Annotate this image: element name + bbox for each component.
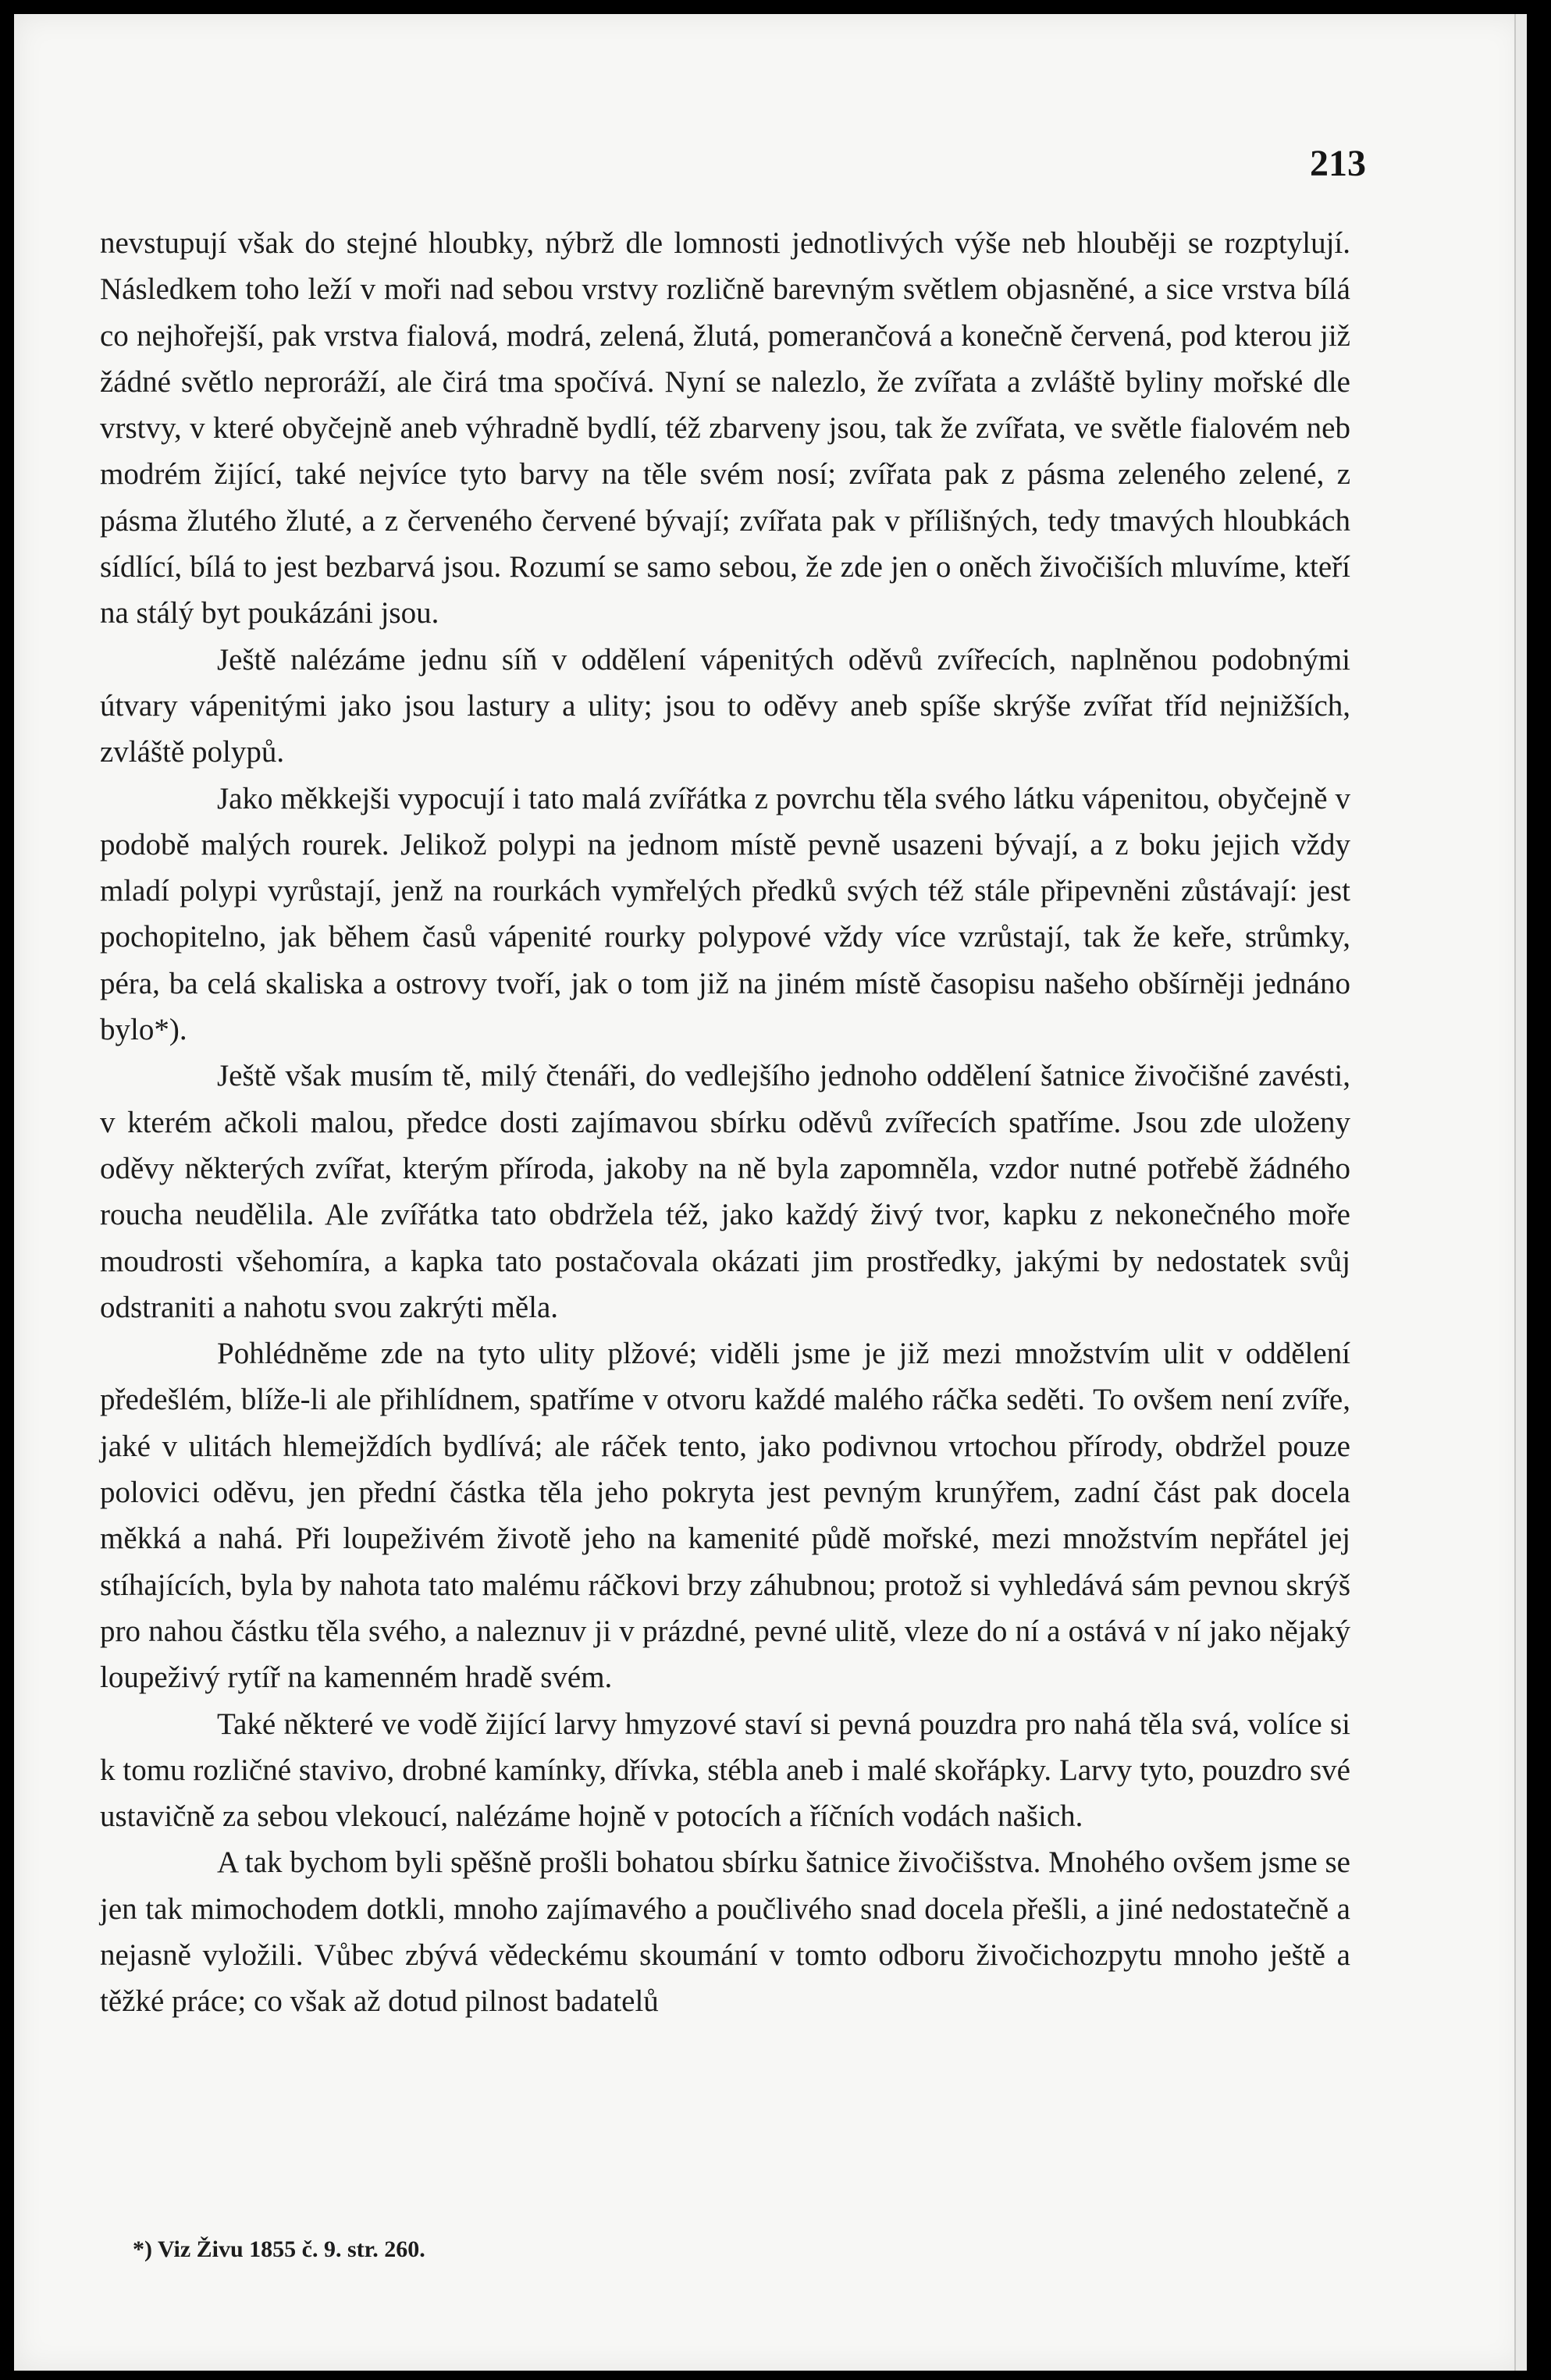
paragraph-4: Ještě však musím tě, milý čtenáři, do vedlejšího jednoho oddělení šatnice živočišné zavésti, v kterém ačkoli malou, předce dosti zajímavou sbírku oděvů zvířecích spatříme. Jsou zde uloženy oděvy některých zvířat, kterým příroda, jakoby na ně byla zapomněla, vzdor nutné potřebě žádného roucha neudělila. Ale zvířátka tato obdržela též, jako každý živý tvor, kapku z nekonečného moře moudrosti všehomíra, a kapka tato postačovala okázati jim prostředky, jakými by nedostatek svůj odstraniti a nahotu svou zakrýti měla. — [100, 1059, 1350, 1324]
footnote: *) Viz Živu 1855 č. 9. str. 260. — [133, 2236, 425, 2262]
page-edge — [1514, 14, 1527, 2371]
paragraph-5: Pohlédněme zde na tyto ulity plžové; viděli jsme je již mezi množstvím ulit v oddělení předešlém, blíže-li ale přihlídnem, spatříme v otvoru každé malého ráčka seděti. To ovšem není zvíře, jaké v ulitách hlemejždích bydlívá; ale ráček tento, jako podivnou vrtochou přírody, obdržel pouze polovici oděvu, jen přední částka těla jeho pokryta jest pevným krunýřem, zadní část pak docela měkká a nahá. Při loupeživém životě jeho na kamenité půdě mořské, mezi množstvím nepřátel jej stíhajících, byla by nahota tato malému ráčkovi brzy záhubnou; protož si vyhledává sám pevnou skrýš pro nahou částku těla svého, a naleznuv ji v prázdné, pevné ulitě, vleze do ní a ostává v ní jako nějaký loupeživý rytíř na kamenném hradě svém. — [100, 1337, 1350, 1695]
paragraph-7: A tak bychom byli spěšně prošli bohatou sbírku šatnice živočišstva. Mnohého ovšem jsme se jen tak mimochodem dotkli, mnoho zajímavého a poučlivého snad docela přešli, a jiné nedostatečně a nejasně vyložili. Vůbec zbývá vědeckému skoumání v tomto odboru živočichozpytu mnoho ještě a těžké práce; co však až dotud pilnost badatelů — [100, 1845, 1350, 2019]
paragraph-3: Jako měkkejši vypocují i tato malá zvířátka z povrchu těla svého látku vápenitou, obyčejně v podobě malých rourek. Jelikož polypi na jednom místě pevně usazeni bývají, a z boku jejich vždy mladí polypi vyrůstají, jenž na rourkách vymřelých předků svých též stále připevněni zůstávají: jest pochopitelno, jak během časů vápenité rourky polypové vždy více vzrůstají, tak že keře, strůmky, péra, ba celá skaliska a ostrovy tvoří, jak o tom již na jiném místě časopisu našeho obšírněji jednáno bylo*). — [100, 781, 1350, 1047]
paragraph-6: Také některé ve vodě žijící larvy hmyzové staví si pevná pouzdra pro nahá těla svá, volíce si k tomu rozličné stavivo, drobné kamínky, dřívka, stébla aneb i malé skořápky. Larvy tyto, pouzdro své ustavičně za sebou vlekoucí, nalézáme hojně v potocích a říčních vodách našich. — [100, 1707, 1350, 1834]
paragraph-1: nevstupují však do stejné hloubky, nýbrž dle lomnosti jednotlivých výše neb hlouběji se rozptylují. Následkem toho leží v moři nad sebou vrstvy rozličně barevným světlem objasněné, a sice vrstva bílá co nejhořejší, pak vrstva fialová, modrá, zelená, žlutá, pomerančová a konečně červená, pod kterou již žádné světlo neproráží, ale čirá tma spočívá. Nyní se nalezlo, že zvířata a zvláště byliny mořské dle vrstvy, v které obyčejně aneb výhradně bydlí, též zbarveny jsou, tak že zvířata, ve světle fialovém neb modrém žijící, také nejvíce tyto barvy na těle svém nosí; zvířata pak z pásma zeleného zelené, z pásma žlutého žluté, a z červeného červené bývají; zvířata pak v přílišných, tedy tmavých hloubkách sídlící, bílá to jest bezbarvá jsou. Rozumí se samo sebou, že zde jen o oněch živočiších mluvíme, kteří na stálý byt poukázáni jsou. — [100, 226, 1350, 631]
paragraph-2: Ještě nalézáme jednu síň v oddělení vápenitých oděvů zvířecích, naplněnou podobnými útvary vápenitými jako jsou lastury a ulity; jsou to oděvy aneb spíše skrýše zvířat tříd nejnižších, zvláště polypů. — [100, 642, 1350, 769]
page-number: 213 — [1310, 143, 1366, 184]
body-text — [100, 220, 1350, 2025]
